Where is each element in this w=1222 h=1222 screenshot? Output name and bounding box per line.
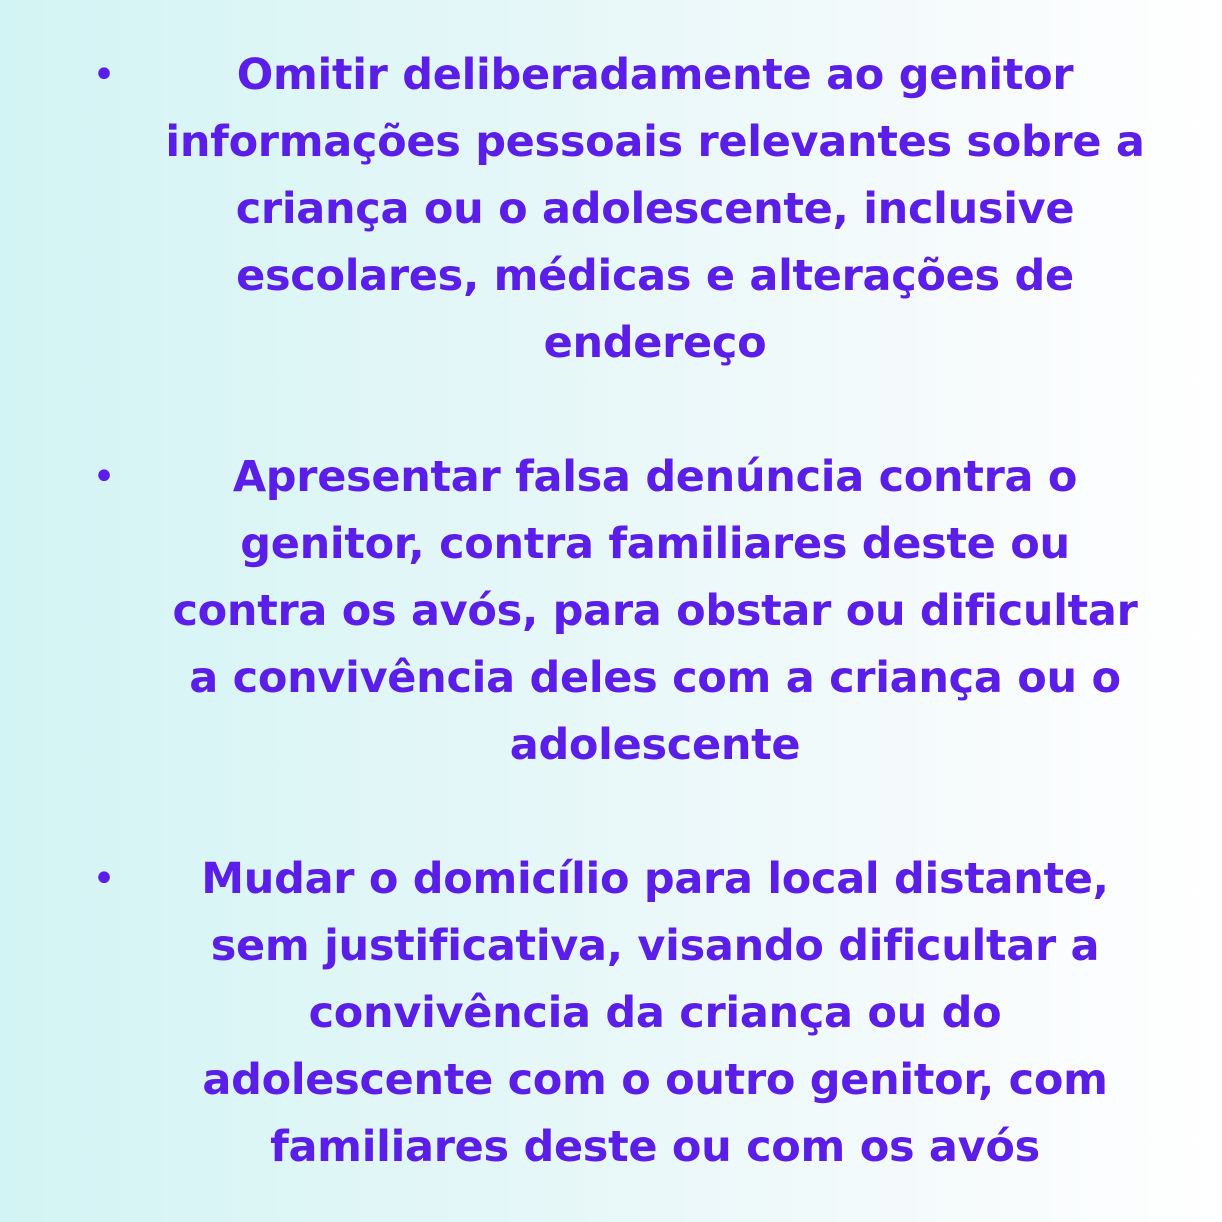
- text-line: convivência da criança ou do: [308, 988, 1002, 1038]
- bullet-icon: •: [92, 856, 116, 902]
- text-line: endereço: [543, 318, 767, 368]
- text-line: informações pessoais relevantes sobre a: [165, 117, 1145, 167]
- text-line: criança ou o adolescente, inclusive: [235, 184, 1075, 234]
- bullet-icon: •: [92, 52, 116, 98]
- text-line: escolares, médicas e alterações de: [236, 251, 1074, 301]
- list-item-text: [140, 444, 1170, 779]
- list-item-text: [140, 42, 1170, 377]
- text-line: sem justificativa, visando dificultar a: [210, 921, 1100, 971]
- text-line: familiares deste ou com os avós: [270, 1122, 1040, 1172]
- text-line: adolescente com o outro genitor, com: [202, 1055, 1108, 1105]
- list-item-text: [140, 846, 1170, 1181]
- text-line: contra os avós, para obstar ou dificultar: [172, 586, 1138, 636]
- text-line: Omitir deliberadamente ao genitor: [236, 50, 1074, 100]
- text-line: adolescente: [509, 720, 801, 770]
- text-line: Apresentar falsa denúncia contra o: [232, 452, 1078, 502]
- text-line: Mudar o domicílio para local distante,: [201, 854, 1109, 904]
- bullet-icon: •: [92, 454, 116, 500]
- text-line: a convivência deles com a criança ou o: [189, 653, 1121, 703]
- text-line: genitor, contra familiares deste ou: [240, 519, 1070, 569]
